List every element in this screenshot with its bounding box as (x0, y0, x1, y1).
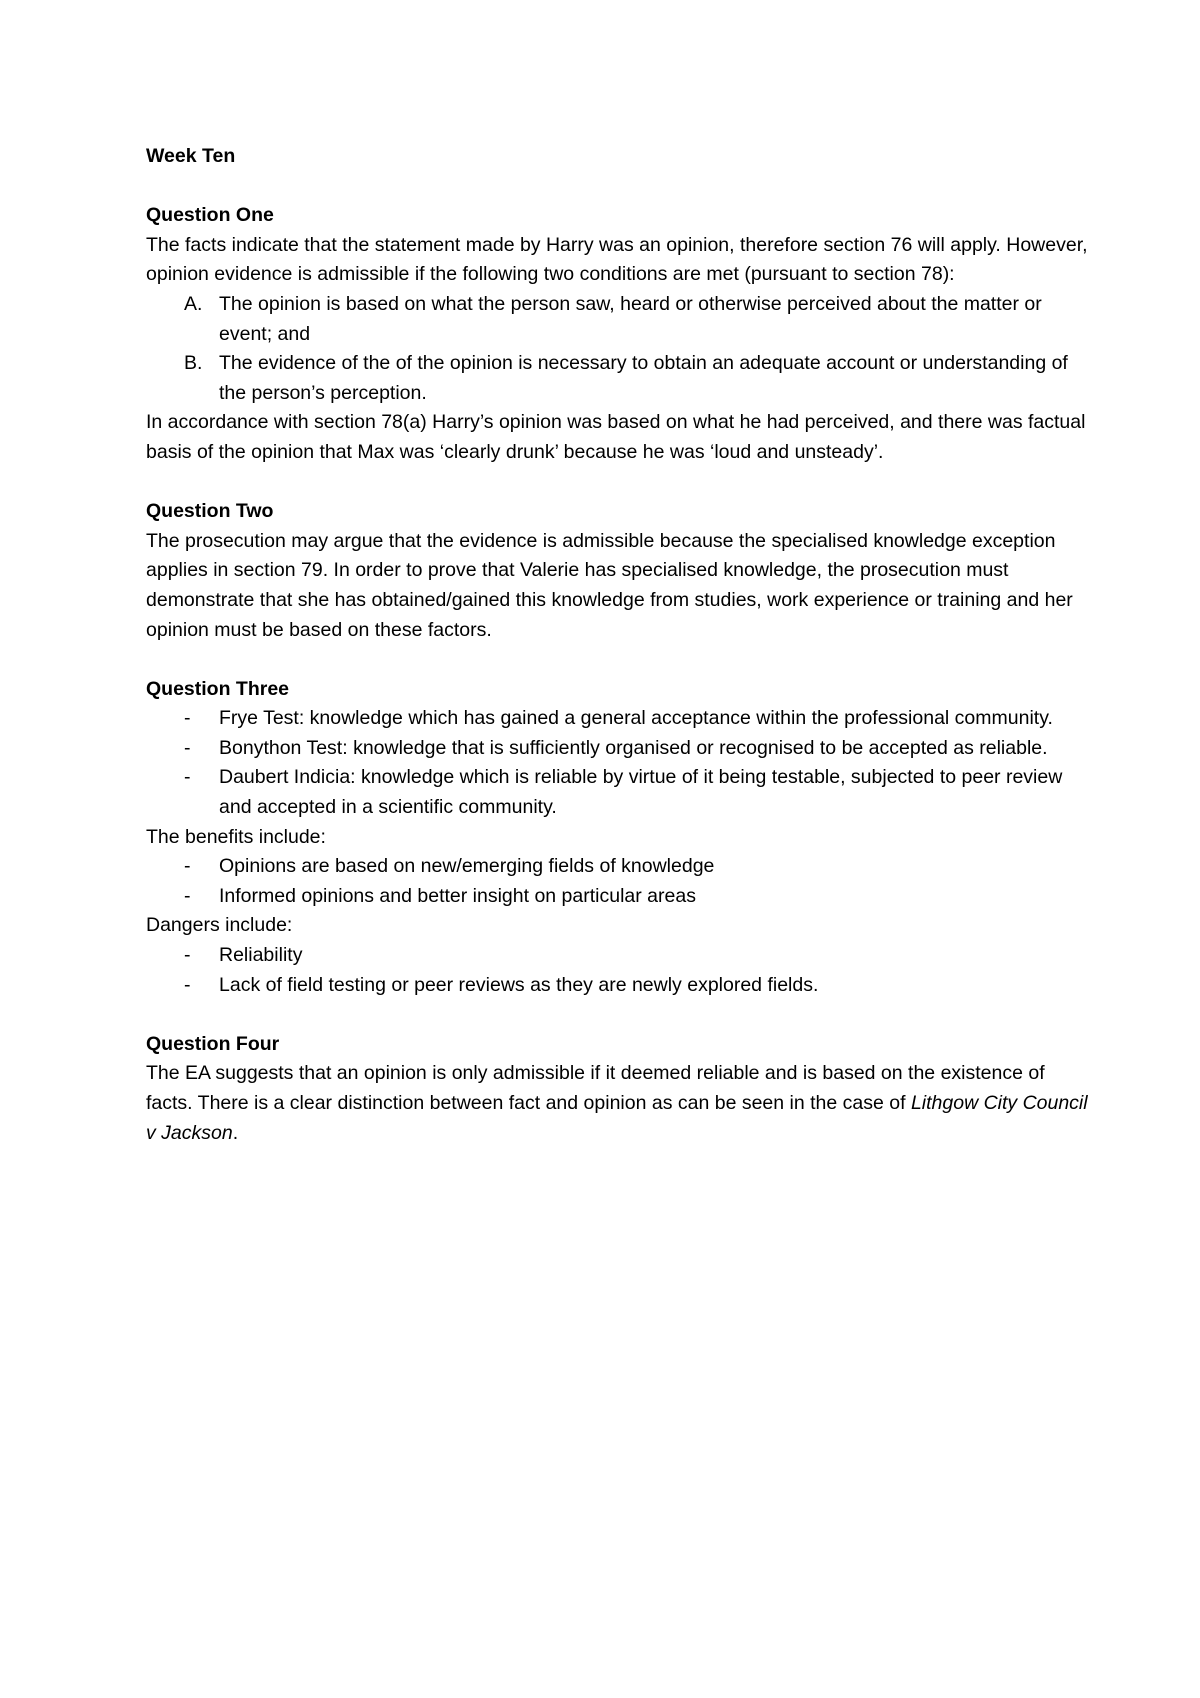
list-item-text: The evidence of the of the opinion is necessary to obtain an adequate account or understanding of the person’s perception. (219, 352, 1068, 404)
list-item (146, 941, 1096, 971)
list-item-text: Lack of field testing or peer reviews as they are newly explored fields. (219, 973, 819, 996)
dangers-list (146, 941, 1096, 1000)
list-item (146, 971, 1096, 1001)
list-item-text: Bonython Test: knowledge that is sufficiently organised or recognised to be accepted as reliable. (219, 736, 1048, 759)
list-item-text: Frye Test: knowledge which has gained a general acceptance within the professional community. (219, 707, 1053, 730)
list-marker: B. (184, 352, 203, 375)
spacer (146, 172, 1096, 202)
question-one-conclusion: In accordance with section 78(a) Harry’s opinion was based on what he had perceived, and there was factual basis of the opinion that Max was ‘clearly drunk’ because he was ‘loud and unsteady’. (146, 411, 1086, 463)
question-two-heading: Question Two (146, 500, 274, 523)
question-one-intro: The facts indicate that the statement made by Harry was an opinion, therefore section 76 will apply. However, opinion evidence is admissible if the following two conditions are met (pursuant to section 78): (146, 233, 1088, 286)
list-item (146, 704, 1096, 734)
list-marker: - (184, 884, 191, 907)
list-marker: - (184, 973, 191, 996)
list-item (146, 763, 1096, 822)
list-item-text: The opinion is based on what the person saw, heard or otherwise perceived about the matter or event; and (219, 292, 1042, 345)
list-item (146, 734, 1096, 764)
question-one-conditions-list (146, 290, 1096, 408)
list-item-text: Reliability (219, 944, 303, 967)
list-item (146, 290, 1096, 349)
question-one-heading: Question One (146, 204, 274, 227)
benefits-label: The benefits include: (146, 825, 326, 848)
dangers-label: Dangers include: (146, 914, 293, 937)
list-marker: - (184, 944, 191, 967)
question-four-text-end: . (232, 1121, 239, 1144)
question-four-heading: Question Four (146, 1032, 280, 1055)
list-item (146, 349, 1096, 408)
question-three-section (146, 675, 1096, 1001)
list-marker: - (184, 766, 191, 789)
benefits-list (146, 852, 1096, 911)
question-three-tests-list (146, 704, 1096, 822)
question-three-heading: Question Three (146, 677, 290, 700)
list-item (146, 882, 1096, 912)
case-name: Lithgow City Council v Jackson (146, 1092, 1088, 1144)
question-four-body (146, 1059, 1096, 1148)
question-two-section (146, 497, 1096, 645)
list-item-text: Informed opinions and better insight on particular areas (219, 884, 696, 907)
question-one-section (146, 201, 1096, 467)
spacer (146, 468, 1096, 498)
list-item (146, 852, 1096, 882)
question-two-body: The prosecution may argue that the evidence is admissible because the specialised knowledge exception applies in section 79. In order to prove that Valerie has specialised knowledge, the prosecution must demonstrate that she has obtained/gained this knowledge from studies, work experience or training and her opinion must be based on these factors. (146, 529, 1073, 641)
list-marker: A. (184, 292, 203, 315)
list-item-text: Opinions are based on new/emerging fields of knowledge (219, 855, 715, 878)
list-item-text: Daubert Indicia: knowledge which is reliable by virtue of it being testable, subjected to peer review and accepted in a scientific community. (219, 766, 1063, 819)
list-marker: - (184, 736, 191, 759)
question-four-text: The EA suggests that an opinion is only admissible if it deemed reliable and is based on the existence of facts. There is a clear distinction between fact and opinion as can be seen in the case of (146, 1062, 1045, 1114)
question-four-section (146, 1030, 1096, 1148)
document-page (146, 142, 1096, 1148)
document-title: Week Ten (146, 145, 236, 167)
list-marker: - (184, 707, 191, 730)
list-marker: - (184, 855, 191, 878)
spacer (146, 1000, 1096, 1030)
spacer (146, 645, 1096, 675)
